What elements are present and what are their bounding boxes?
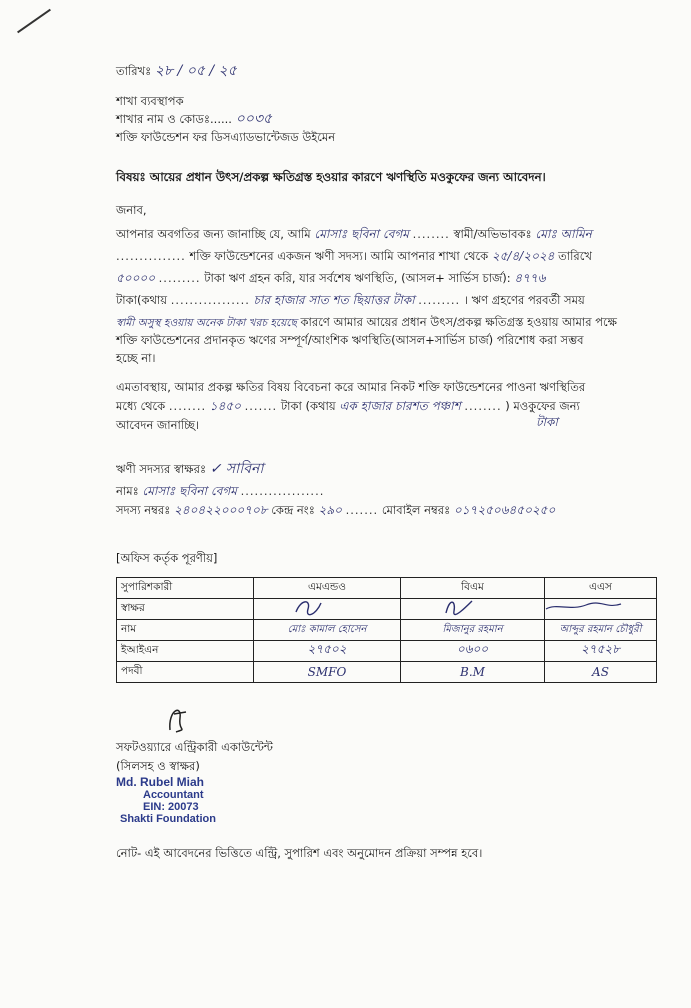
cell-name: মোঃ কামাল হোসেন — [254, 620, 401, 641]
waiver-in-words: এক হাজার চারশত পঞ্চাশ — [339, 399, 461, 413]
footer-note: নোট- এই আবেদনের ভিত্তিতে এন্ট্রি, সুপারিশ এবং অনুমোদন প্রক্রিয়া সম্পন্ন হবে। — [116, 846, 483, 860]
p1-line2: ............... শক্তি ফাউন্ডেশনের একজন ঋণী সদস্য। আমি আপনার শাখা থেকে ২৫/৪/২০২৪ তারিখে — [116, 249, 592, 263]
loan-balance: ৪৭৭৬ — [514, 271, 546, 285]
date-line — [116, 64, 237, 78]
date-value: ২৮ / ০৫ / ২৫ — [154, 63, 237, 79]
office-table — [116, 577, 657, 683]
mobile-no: ০১৭২৫০৬৪৫০২৫০ — [453, 503, 556, 517]
p1-text-b: স্বামী/অভিভাবকঃ — [453, 227, 532, 241]
p1-text-c: শক্তি ফাউন্ডেশনের একজন ঋণী সদস্য। আমি আপনার শাখা থেকে — [189, 249, 489, 263]
row-label-signature: স্বাক্ষর — [117, 599, 254, 620]
p1-line3: ৫০০০০ ......... টাকা ঋণ গ্রহন করি, যার সর্বশেষ ঋণস্থিতি, (আসল+ সার্ভিস চার্জ): ৪৭৭৬ — [116, 271, 546, 285]
stamp-org: Shakti Foundation — [120, 813, 216, 825]
branch-label: শাখার নাম ও কোডঃ...... — [116, 112, 232, 126]
p1-text-g: । ঋণ গ্রহণের পরবর্তী সময় — [463, 293, 585, 307]
stamp-ein: EIN: 20073 — [143, 801, 199, 813]
mobile-label: মোবাইল নম্বরঃ — [381, 503, 451, 517]
applicant-name: মোসাঃ ছবিনা বেগম — [314, 227, 409, 241]
guardian-name: মোঃ আমিন — [535, 227, 592, 241]
office-heading: [অফিস কর্তৃক পূরণীয়] — [116, 551, 218, 565]
p1-line4: টাকা(কথায় ................. চার হাজার সাত শত ছিয়াত্তর টাকা ......... । ঋণ গ্রহণের পরবর্তী সময় — [116, 293, 585, 307]
branch-code: ০০৩৫ — [235, 111, 273, 127]
p1-line7: হচ্ছে না। — [116, 351, 156, 365]
header-recommender: সুপারিশকারী — [117, 578, 254, 599]
accountant-signature — [164, 700, 194, 736]
p1-text-a: আপনার অবগতির জন্য জানাচ্ছি যে, আমি — [116, 227, 311, 241]
table-row — [117, 620, 657, 641]
member-no: ২৪০৪২২০০০৭০৮ — [173, 503, 268, 517]
cell-ein: ০৬০০ — [401, 641, 545, 662]
date-label: তারিখঃ — [116, 64, 152, 78]
loss-reason: স্বামী অসুস্থ হওয়ায় অনেক টাকা খরচ হয়েছে — [116, 317, 297, 329]
cell-designation: AS — [545, 662, 657, 683]
p2-line3: আবেদন জানাচ্ছি। — [116, 418, 200, 432]
p1-text-e: টাকা ঋণ গ্রহন করি, যার সর্বশেষ ঋণস্থিতি, (আসল+ সার্ভিস চার্জ): — [204, 271, 511, 285]
p2-line2: মধ্যে থেকে ........ ১৪৫০ ....... টাকা (কথায় এক হাজার চারশত পঞ্চাশ ........ ) মওকুফের জন্য — [116, 399, 580, 413]
p2-text-d: ) মওকুফের জন্য — [505, 399, 580, 413]
p1-text-f: টাকা(কথায় — [116, 293, 168, 307]
salutation: জনাব, — [116, 203, 147, 217]
waiver-in-words-cont: টাকা — [536, 415, 558, 429]
p2-line1: এমতাবস্থায়, আমার প্রকল্প ক্ষতির বিষয় বিবেচনা করে আমার নিকট শক্তি ফাউন্ডেশনের পাওনা ঋণস্থিতির — [116, 380, 586, 394]
member-name-label: নামঃ — [116, 484, 139, 498]
header-bm: বিএম — [401, 578, 545, 599]
cell-ein: ২৭৫২৮ — [545, 641, 657, 662]
cell-designation: B.M — [401, 662, 545, 683]
cell-name: আব্দুর রহমান চৌধুরী — [545, 620, 657, 641]
member-signature: ✓ সাবিনা — [209, 461, 264, 477]
member-signature-line — [116, 462, 263, 476]
branch-line — [116, 112, 272, 126]
p1-line5 — [116, 315, 617, 330]
loan-date: ২৫/৪/২০২৪ — [491, 249, 555, 263]
p1-line6: শক্তি ফাউন্ডেশনের প্রদানকৃত ঋণের সম্পূর্ণ/আংশিক ঋণস্থিতি(আসল+সার্ভিস চার্জ) পরিশোধ করা সম্ভব — [116, 333, 584, 347]
cell-ein: ২৭৫০২ — [254, 641, 401, 662]
row-label-ein: ইআইএন — [117, 641, 254, 662]
row-label-designation: পদবী — [117, 662, 254, 683]
cell-designation: SMFO — [254, 662, 401, 683]
row-label-name: নাম — [117, 620, 254, 641]
p1-text-d: তারিখে — [558, 249, 592, 263]
table-row — [117, 641, 657, 662]
table-row — [117, 662, 657, 683]
member-no-label: সদস্য নম্বরঃ — [116, 503, 171, 517]
p1-text-h: কারণে আমার আয়ের প্রধান উৎস/প্রকল্প ক্ষতিগ্রস্ত হওয়ায় আমার পক্ষে — [300, 315, 617, 329]
p1-line1: আপনার অবগতির জন্য জানাচ্ছি যে, আমি মোসাঃ ছবিনা বেগম ........ স্বামী/অভিভাবকঃ মোঃ আমিন — [116, 227, 592, 241]
waiver-amount: ১৪৫০ — [209, 399, 241, 413]
center-no: ২৯০ — [318, 503, 342, 517]
stamp-name: Md. Rubel Miah — [116, 775, 204, 789]
pen-mark — [17, 9, 51, 34]
subject-line: বিষয়ঃ আয়ের প্রধান উৎস/প্রকল্প ক্ষতিগ্রস্ত হওয়ার কারণে ঋণস্থিতি মওকুফের জন্য আবেদন। — [116, 170, 546, 184]
organization-name: শক্তি ফাউন্ডেশন ফর ডিসএ্যাডভান্টেজড উইমেন — [116, 130, 336, 144]
member-name-line: নামঃ মোসাঃ ছবিনা বেগম .................. — [116, 484, 325, 498]
addressee-title: শাখা ব্যবস্থাপক — [116, 94, 184, 108]
member-id-line: সদস্য নম্বরঃ ২৪০৪২২০০০৭০৮ কেন্দ্র নংঃ ২৯০ ....... মোবাইল নম্বরঃ ০১৭২৫০৬৪৫০২৫০ — [116, 503, 556, 517]
table-header-row — [117, 578, 657, 599]
stamp-role: Accountant — [143, 789, 204, 801]
balance-in-words: চার হাজার সাত শত ছিয়াত্তর টাকা — [253, 293, 415, 307]
p2-text-c: টাকা (কথায় — [280, 399, 336, 413]
member-signature-label: ঋণী সদস্যর স্বাক্ষরঃ — [116, 462, 207, 476]
accountant-title: সফটওয়্যারে এন্ট্রিকারী একাউন্টেন্ট — [116, 740, 273, 754]
signature-scribbles — [116, 597, 657, 619]
header-as: এএস — [545, 578, 657, 599]
center-label: কেন্দ্র নংঃ — [271, 503, 315, 517]
member-name: মোসাঃ ছবিনা বেগম — [142, 484, 237, 498]
cell-name: মিজানুর রহমান — [401, 620, 545, 641]
loan-amount: ৫০০০০ — [116, 271, 155, 285]
p2-text-b: মধ্যে থেকে — [116, 399, 166, 413]
accountant-sub: (সিলসহ ও স্বাক্ষর) — [116, 759, 200, 773]
header-mo: এমএন্ডও — [254, 578, 401, 599]
